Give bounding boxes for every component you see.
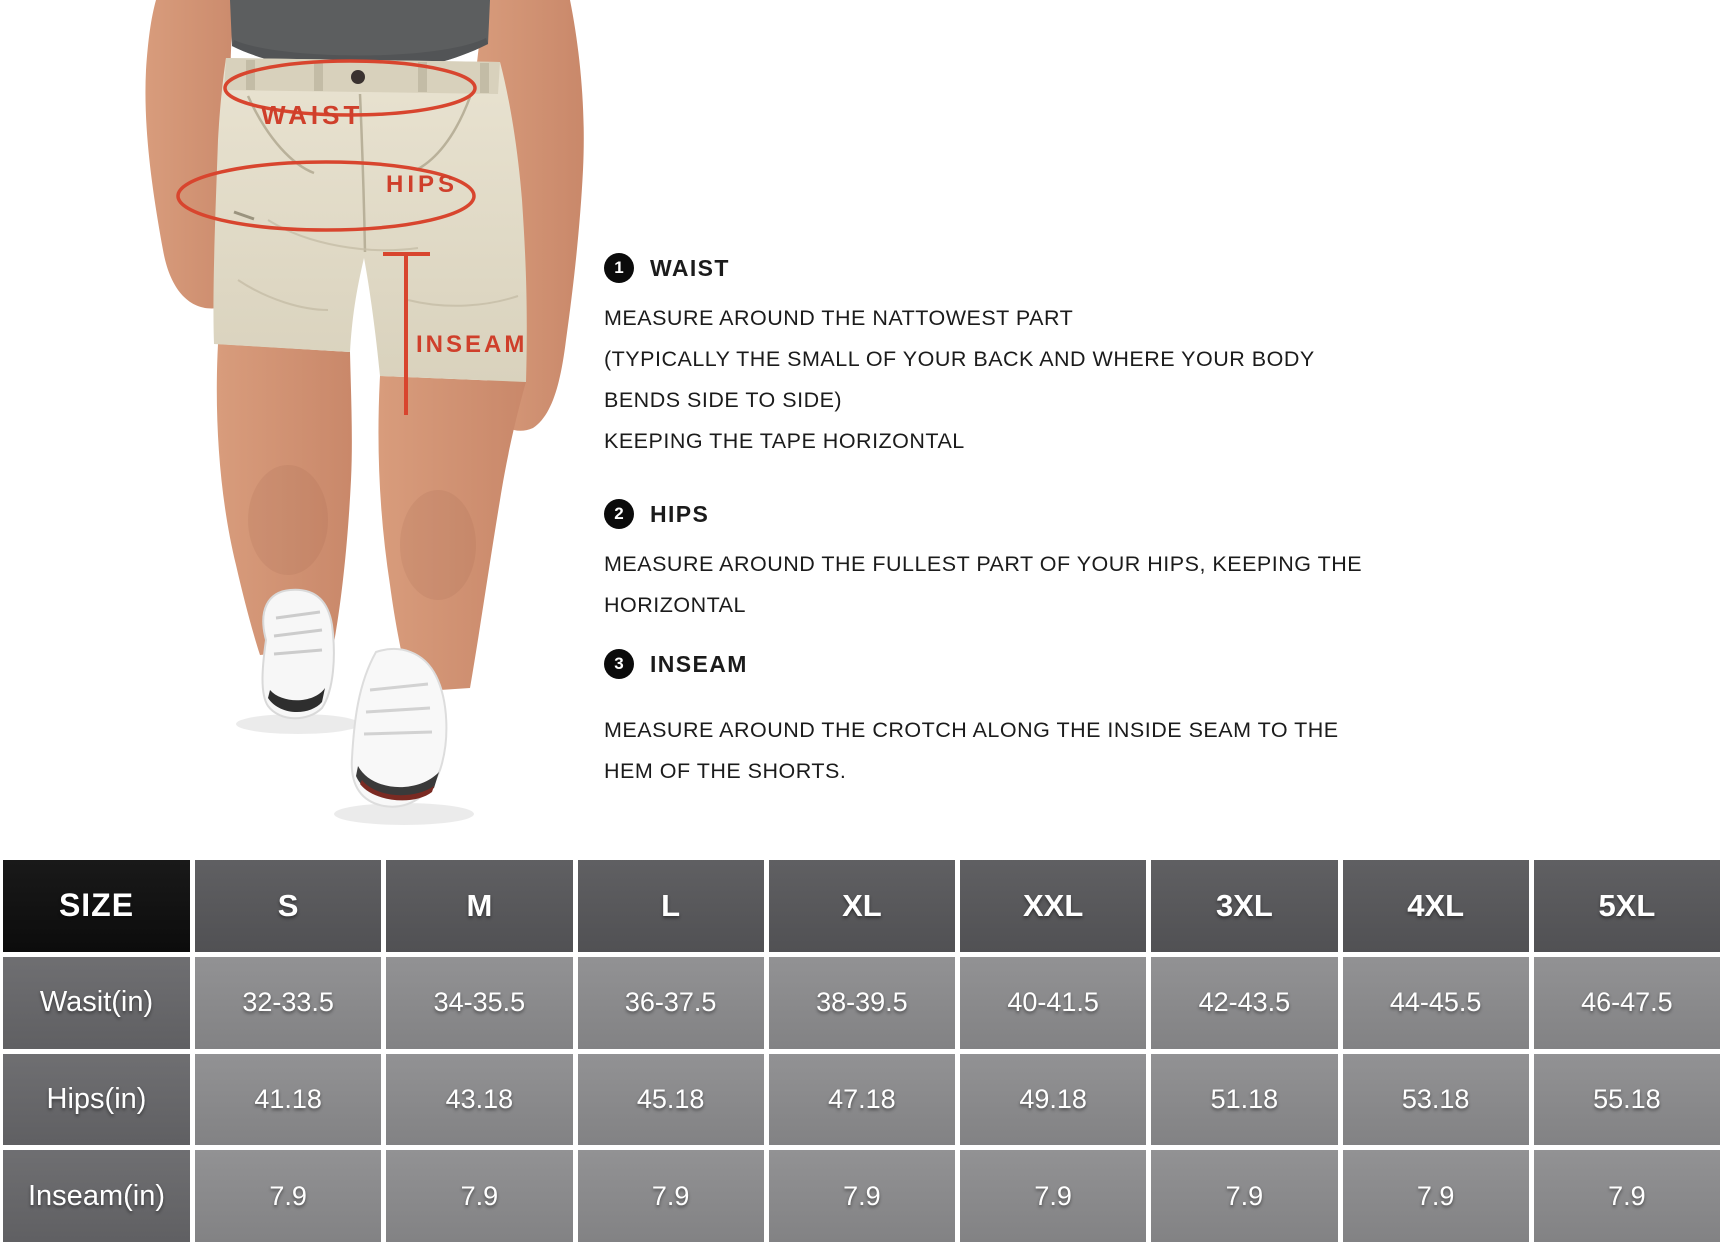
hips-value-s: 41.18 [195, 1054, 381, 1146]
step-2-badge: 2 [604, 499, 634, 529]
knee-shading [248, 465, 328, 575]
row-label-hips: Hips(in) [3, 1054, 190, 1146]
table-header-m: M [386, 860, 572, 952]
instruction-title: WAIST [650, 254, 730, 281]
waist-value-m: 34-35.5 [386, 957, 572, 1049]
hips-value-xxl: 49.18 [960, 1054, 1146, 1146]
inseam-value-s: 7.9 [195, 1150, 381, 1242]
waist-value-3xl: 42-43.5 [1151, 957, 1337, 1049]
row-label-inseam: Inseam(in) [3, 1150, 190, 1242]
inseam-value-5xl: 7.9 [1534, 1150, 1720, 1242]
instruction-title: HIPS [650, 500, 710, 527]
inseam-value-4xl: 7.9 [1343, 1150, 1529, 1242]
table-header-s: S [195, 860, 381, 952]
waist-tag-text: WAIST [261, 100, 364, 130]
instruction-line: MEASURE AROUND THE CROTCH ALONG THE INSIDE SEAM TO THE [604, 718, 1339, 742]
inseam-tag-text: INSEAM [416, 331, 528, 358]
table-header-4xl: 4XL [1343, 860, 1529, 952]
step-3-badge: 3 [604, 649, 634, 679]
inseam-value-l: 7.9 [578, 1150, 764, 1242]
table-header-l: L [578, 860, 764, 952]
instruction-title: INSEAM [650, 650, 748, 677]
step-1-badge: 1 [604, 253, 634, 283]
inseam-value-xl: 7.9 [769, 1150, 955, 1242]
inseam-value-3xl: 7.9 [1151, 1150, 1337, 1242]
table-header-xxl: XXL [960, 860, 1146, 952]
waist-value-l: 36-37.5 [578, 957, 764, 1049]
instruction-line: HORIZONTAL [604, 593, 746, 617]
row-label-waist: Wasit(in) [3, 957, 190, 1049]
instruction-section-hips [604, 496, 1362, 626]
size-chart-table [0, 856, 1723, 1246]
waist-value-5xl: 46-47.5 [1534, 957, 1720, 1049]
hips-tag-text: HIPS [386, 171, 459, 198]
table-header-3xl: 3XL [1151, 860, 1337, 952]
instruction-line: MEASURE AROUND THE NATTOWEST PART [604, 306, 1074, 330]
instruction-line: (TYPICALLY THE SMALL OF YOUR BACK AND WHERE YOUR BODY [604, 347, 1315, 371]
waist-value-xxl: 40-41.5 [960, 957, 1146, 1049]
instruction-line: MEASURE AROUND THE FULLEST PART OF YOUR HIPS, KEEPING THE [604, 552, 1363, 576]
table-header-xl: XL [769, 860, 955, 952]
hips-value-l: 45.18 [578, 1054, 764, 1146]
instruction-line: HEM OF THE SHORTS. [604, 759, 847, 783]
hips-value-3xl: 51.18 [1151, 1054, 1337, 1146]
hips-value-4xl: 53.18 [1343, 1054, 1529, 1146]
knee-shading [400, 490, 476, 600]
right-shoe [352, 649, 447, 807]
instruction-line: KEEPING THE TAPE HORIZONTAL [604, 429, 965, 453]
inseam-value-m: 7.9 [386, 1150, 572, 1242]
shorts-button [351, 70, 365, 84]
left-shoe [263, 590, 334, 718]
hips-value-m: 43.18 [386, 1054, 572, 1146]
table-header-5xl: 5XL [1534, 860, 1720, 952]
table-header-size: SIZE [3, 860, 190, 952]
inseam-value-xxl: 7.9 [960, 1150, 1146, 1242]
hips-value-xl: 47.18 [769, 1054, 955, 1146]
waist-value-s: 32-33.5 [195, 957, 381, 1049]
waist-value-4xl: 44-45.5 [1343, 957, 1529, 1049]
hips-value-5xl: 55.18 [1534, 1054, 1720, 1146]
shoe-shadow [334, 803, 474, 825]
waist-value-xl: 38-39.5 [769, 957, 955, 1049]
instruction-section-waist [604, 250, 1315, 462]
instruction-line: BENDS SIDE TO SIDE) [604, 388, 843, 412]
model-photo [118, 0, 638, 858]
instruction-section-inseam [604, 646, 1339, 792]
